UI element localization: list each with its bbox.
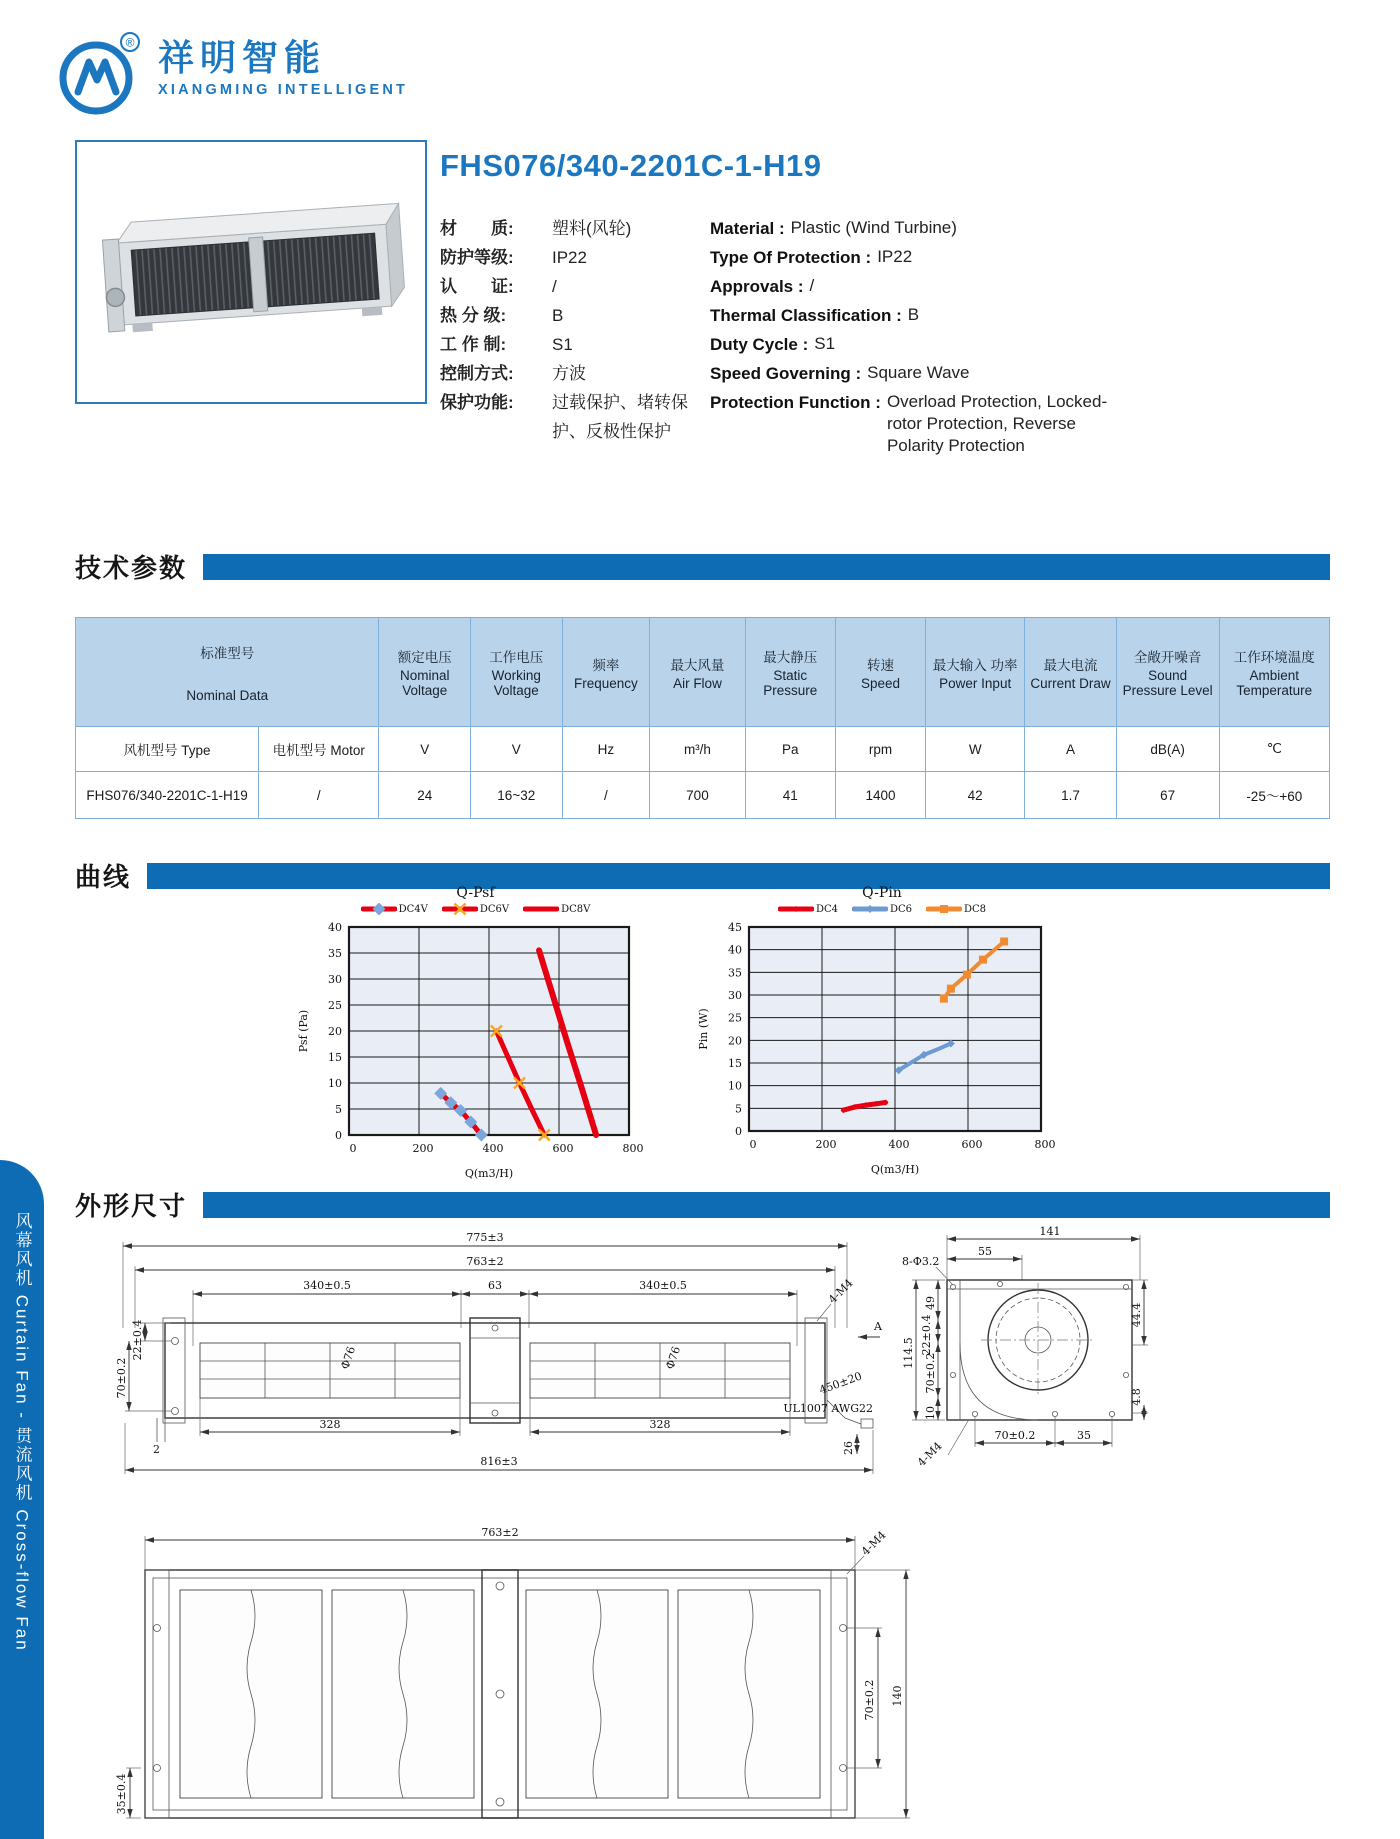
side-view-drawing <box>850 1225 1160 1480</box>
spec-en-value: B <box>907 305 920 324</box>
legend-label: DC6 <box>889 903 913 915</box>
svg-text:5: 5 <box>334 1103 342 1116</box>
logo-mark-icon <box>58 28 144 120</box>
dim-63: 63 <box>488 1279 502 1292</box>
spec-zh-value: 塑料(风轮) <box>552 219 632 238</box>
legend-swatch-DC4 <box>778 903 814 915</box>
header-col <box>835 618 925 727</box>
section-params <box>75 548 1330 585</box>
spec-row <box>440 243 1180 272</box>
header-col <box>379 618 471 727</box>
svg-text:400: 400 <box>888 1138 910 1151</box>
header-col <box>471 618 563 727</box>
svg-text:800: 800 <box>622 1142 643 1155</box>
unit-cell: V <box>379 727 471 772</box>
dim-10: 10 <box>924 1406 937 1420</box>
table-values-row <box>76 772 1330 819</box>
legend-label: DC6V <box>479 903 510 915</box>
svg-text:0: 0 <box>334 1129 342 1142</box>
spec-list <box>440 214 1180 457</box>
spec-row <box>440 272 1180 301</box>
legend-label: DC4V <box>398 903 428 915</box>
svg-text:15: 15 <box>327 1051 342 1064</box>
value-cell: 24 <box>379 772 471 819</box>
unit-cell: dB(A) <box>1116 727 1219 772</box>
svg-text:35: 35 <box>728 966 742 980</box>
table-header-row <box>76 618 1330 727</box>
dim-70-bottom: 70±0.2 <box>863 1679 876 1721</box>
svg-text:5: 5 <box>735 1102 742 1116</box>
header-en: Static Pressure <box>763 668 818 698</box>
svg-text:0: 0 <box>749 1138 757 1151</box>
dim-22-side: 22±0.4 <box>920 1314 933 1356</box>
dim-763-bottom: 763±2 <box>481 1528 519 1539</box>
unit-cell: W <box>926 727 1025 772</box>
header-en: Air Flow <box>673 675 722 691</box>
svg-text:200: 200 <box>412 1142 433 1155</box>
unit-cell: 电机型号 Motor <box>259 727 379 772</box>
spec-zh-label: 材 质: <box>440 219 514 238</box>
unit-cell: m³/h <box>650 727 745 772</box>
unit-cell: rpm <box>835 727 925 772</box>
dim-55: 55 <box>978 1245 992 1258</box>
dim-328-left: 328 <box>319 1418 341 1431</box>
dim-141: 141 <box>1039 1225 1061 1238</box>
legend-item <box>926 903 986 915</box>
value-cell: 700 <box>650 772 745 819</box>
dim-340-right: 340±0.5 <box>639 1279 687 1292</box>
spec-en-label: Approvals : <box>710 277 804 296</box>
value-cell: -25～+60 <box>1219 772 1329 819</box>
legend-swatch-DC6V <box>442 903 478 915</box>
legend-swatch-DC8V <box>523 903 559 915</box>
spec-en <box>710 301 1180 330</box>
brand-logo <box>58 28 408 120</box>
legend-item <box>852 903 912 915</box>
svg-text:400: 400 <box>482 1142 503 1155</box>
registered-mark: ® <box>125 35 135 50</box>
view-label-a: A <box>874 1320 882 1333</box>
brand-name-en: XIANGMING INTELLIGENT <box>158 81 409 98</box>
legend-swatch-DC8 <box>926 903 962 915</box>
spec-en-value: S1 <box>814 334 836 353</box>
dim-22: 22±0.4 <box>131 1319 144 1361</box>
svg-text:Q(m3/H): Q(m3/H) <box>464 1167 513 1180</box>
bottom-view-drawing <box>110 1528 930 1833</box>
dim-4m4: 4-M4 <box>825 1276 856 1307</box>
svg-text:20: 20 <box>327 1025 342 1038</box>
spec-zh-label: 控制方式: <box>440 364 514 383</box>
spec-en <box>710 359 1180 388</box>
header-zh: 频率 <box>592 657 620 673</box>
spec-row <box>440 301 1180 330</box>
svg-text:600: 600 <box>961 1138 983 1151</box>
dim-wire-450: 450±20 <box>817 1369 864 1397</box>
header-en: Speed <box>860 675 901 691</box>
dim-816: 816±3 <box>480 1455 518 1468</box>
legend-item <box>523 903 590 915</box>
header-en: Power Input <box>939 675 1012 691</box>
table-body <box>76 727 1330 819</box>
unit-cell: ℃ <box>1219 727 1329 772</box>
svg-text:10: 10 <box>728 1079 742 1093</box>
spec-en-label: Speed Governing : <box>710 364 862 383</box>
value-cell: / <box>259 772 379 819</box>
header-zh: 标准型号 <box>200 645 255 661</box>
section-params-title: 技术参数 <box>75 553 188 583</box>
params-table-wrap <box>75 617 1330 819</box>
header-nominal-data <box>76 618 379 727</box>
svg-text:30: 30 <box>327 973 342 986</box>
dim-48: 4.8 <box>1130 1388 1143 1406</box>
section-params-bar <box>203 554 1330 580</box>
header-en: Current Draw <box>1030 675 1111 691</box>
legend-item <box>778 903 838 915</box>
header-zh: 最大静压 <box>763 650 818 665</box>
unit-cell: Pa <box>745 727 835 772</box>
dim-444: 44.4 <box>1130 1302 1143 1328</box>
legend-swatch-DC4V <box>361 903 397 915</box>
header-zh: 全敞开噪音 <box>1133 650 1202 665</box>
header-en: Nominal Data <box>186 687 269 703</box>
svg-text:40: 40 <box>728 943 742 957</box>
header-zh: 额定电压 <box>397 650 452 665</box>
legend-item <box>361 903 428 915</box>
spec-zh-value: IP22 <box>552 248 587 267</box>
chart-title: Q-Pin <box>862 885 902 901</box>
spec-en-label: Duty Cycle : <box>710 335 809 354</box>
value-cell: / <box>562 772 650 819</box>
header-col <box>650 618 745 727</box>
dim-26: 26 <box>842 1441 855 1455</box>
svg-text:40: 40 <box>327 921 342 934</box>
svg-text:45: 45 <box>728 921 742 934</box>
spec-en <box>710 330 1180 359</box>
header-en: Working Voltage <box>491 668 541 698</box>
spec-en-label: Protection Function : <box>710 393 881 412</box>
chart-legend <box>672 903 1092 915</box>
value-cell: 67 <box>1116 772 1219 819</box>
dim-phi76-right: Ф76 <box>663 1344 684 1371</box>
svg-text:600: 600 <box>552 1142 573 1155</box>
legend-label: DC8 <box>964 903 987 915</box>
dim-775: 775±3 <box>466 1231 504 1244</box>
spec-zh-value: / <box>552 277 557 296</box>
svg-text:Q(m3/H): Q(m3/H) <box>870 1163 920 1176</box>
header-col <box>1025 618 1117 727</box>
front-view-drawing <box>105 1228 875 1483</box>
dim-b35: 35 <box>1077 1429 1091 1442</box>
legend-item <box>442 903 509 915</box>
wire-spec-label: UL1007 AWG22 <box>783 1402 873 1415</box>
spec-row <box>440 330 1180 359</box>
value-cell: 42 <box>926 772 1025 819</box>
header-en: Ambient Temperature <box>1236 668 1313 698</box>
spec-row <box>440 214 1180 243</box>
header-zh: 最大电流 <box>1043 657 1098 673</box>
crossflow-fan-image <box>77 142 421 398</box>
section-curves-title: 曲线 <box>75 862 132 892</box>
header-col <box>926 618 1025 727</box>
svg-text:25: 25 <box>728 1011 742 1025</box>
spec-en <box>710 388 1180 457</box>
spec-en-label: Type Of Protection : <box>710 248 872 267</box>
header-col <box>745 618 835 727</box>
params-table <box>75 617 1330 819</box>
dim-8phi32: 8-Ф3.2 <box>902 1255 940 1268</box>
chart-plot <box>293 917 659 1187</box>
spec-zh-label: 保护功能: <box>440 393 514 412</box>
unit-cell: V <box>471 727 563 772</box>
dim-b70: 70±0.2 <box>994 1429 1036 1442</box>
legend-swatch-DC6 <box>852 903 888 915</box>
spec-en-value: / <box>809 276 815 295</box>
chart-q-psf <box>278 885 673 1187</box>
table-head <box>76 618 1330 727</box>
svg-text:0: 0 <box>735 1125 742 1138</box>
dim-49: 49 <box>924 1296 937 1310</box>
spec-en-label: Material : <box>710 219 785 238</box>
unit-cell: A <box>1025 727 1117 772</box>
header-col <box>562 618 650 727</box>
svg-text:30: 30 <box>728 989 742 1002</box>
chart-title: Q-Psf <box>456 885 495 901</box>
value-cell: 1.7 <box>1025 772 1117 819</box>
sidebar-category-label: 风幕风机 Curtain Fan - 贯流风机 Cross-flow Fan <box>12 1212 32 1652</box>
spec-en <box>710 272 1180 301</box>
chart-q-pin <box>672 885 1092 1183</box>
header-zh: 工作电压 <box>489 650 544 665</box>
spec-row <box>440 359 1180 388</box>
spec-en-value: Overload Protection, Locked-rotor Protection, Reverse Polarity Protection <box>886 392 1108 455</box>
svg-text:20: 20 <box>728 1034 742 1048</box>
svg-text:200: 200 <box>815 1138 837 1151</box>
spec-en-value: IP22 <box>877 247 913 266</box>
header-en: Nominal Voltage <box>399 668 450 698</box>
spec-en <box>710 214 1180 243</box>
value-cell: 16~32 <box>471 772 563 819</box>
dim-70: 70±0.2 <box>115 1357 128 1399</box>
spec-en-value: Square Wave <box>867 363 970 382</box>
header-zh: 最大输入 功率 <box>932 657 1018 673</box>
spec-zh-label: 热 分 级: <box>440 306 507 325</box>
chart-plot <box>693 917 1071 1183</box>
dim-35: 35±0.4 <box>115 1773 128 1815</box>
spec-zh-label: 防护等级: <box>440 248 514 267</box>
svg-text:35: 35 <box>327 947 342 960</box>
dim-4m4-side: 4-M4 <box>914 1439 945 1470</box>
dim-2: 2 <box>153 1443 160 1456</box>
table-units-row <box>76 727 1330 772</box>
value-cell: FHS076/340-2201C-1-H19 <box>76 772 259 819</box>
dim-140: 140 <box>891 1685 904 1707</box>
header-zh: 转速 <box>867 657 895 673</box>
spec-zh-label: 工 作 制: <box>440 335 507 354</box>
spec-row <box>440 388 1180 457</box>
section-dimensions-bar <box>203 1192 1330 1218</box>
header-en: Frequency <box>574 675 638 691</box>
svg-text:Pin (W): Pin (W) <box>697 1008 710 1050</box>
spec-zh-value: S1 <box>552 335 573 354</box>
header-en: Sound Pressure Level <box>1122 668 1213 698</box>
svg-text:10: 10 <box>327 1077 342 1090</box>
spec-zh-label: 认 证: <box>440 277 514 296</box>
dim-114: 114.5 <box>902 1337 915 1369</box>
dim-4m4-bottom: 4-M4 <box>858 1528 889 1559</box>
section-dimensions-title: 外形尺寸 <box>75 1191 188 1221</box>
dim-328-right: 328 <box>649 1418 671 1431</box>
svg-text:0: 0 <box>349 1142 356 1155</box>
svg-text:Psf (Pa): Psf (Pa) <box>296 1009 310 1053</box>
spec-en-value: Plastic (Wind Turbine) <box>790 218 957 237</box>
unit-cell: Hz <box>562 727 650 772</box>
spec-zh-value: 方波 <box>552 364 586 383</box>
dim-340-left: 340±0.5 <box>303 1279 351 1292</box>
chart-legend <box>278 903 673 915</box>
header-zh: 工作环境温度 <box>1233 650 1315 665</box>
spec-zh-value: 过载保护、堵转保护、反极性保护 <box>552 393 688 441</box>
dim-phi76-left: Ф76 <box>338 1344 359 1371</box>
dim-763: 763±2 <box>466 1255 504 1268</box>
unit-cell: 风机型号 Type <box>76 727 259 772</box>
svg-text:15: 15 <box>728 1057 742 1070</box>
legend-label: DC4 <box>815 903 838 915</box>
spec-zh-value: B <box>552 306 564 325</box>
value-cell: 41 <box>745 772 835 819</box>
product-model-title: FHS076/340-2201C-1-H19 <box>440 148 822 183</box>
section-dimensions <box>75 1186 1330 1223</box>
header-zh: 最大风量 <box>670 657 725 673</box>
header-col <box>1219 618 1329 727</box>
svg-text:25: 25 <box>327 999 342 1012</box>
brand-name-zh: 祥明智能 <box>158 37 327 78</box>
spec-en <box>710 243 1180 272</box>
spec-en-label: Thermal Classification : <box>710 306 902 325</box>
svg-text:800: 800 <box>1034 1138 1056 1151</box>
product-photo <box>75 140 427 404</box>
value-cell: 1400 <box>835 772 925 819</box>
legend-label: DC8V <box>561 903 591 915</box>
sidebar-category-tab <box>0 1160 44 1839</box>
dim-70-side: 70±0.2 <box>924 1352 937 1394</box>
header-col <box>1116 618 1219 727</box>
